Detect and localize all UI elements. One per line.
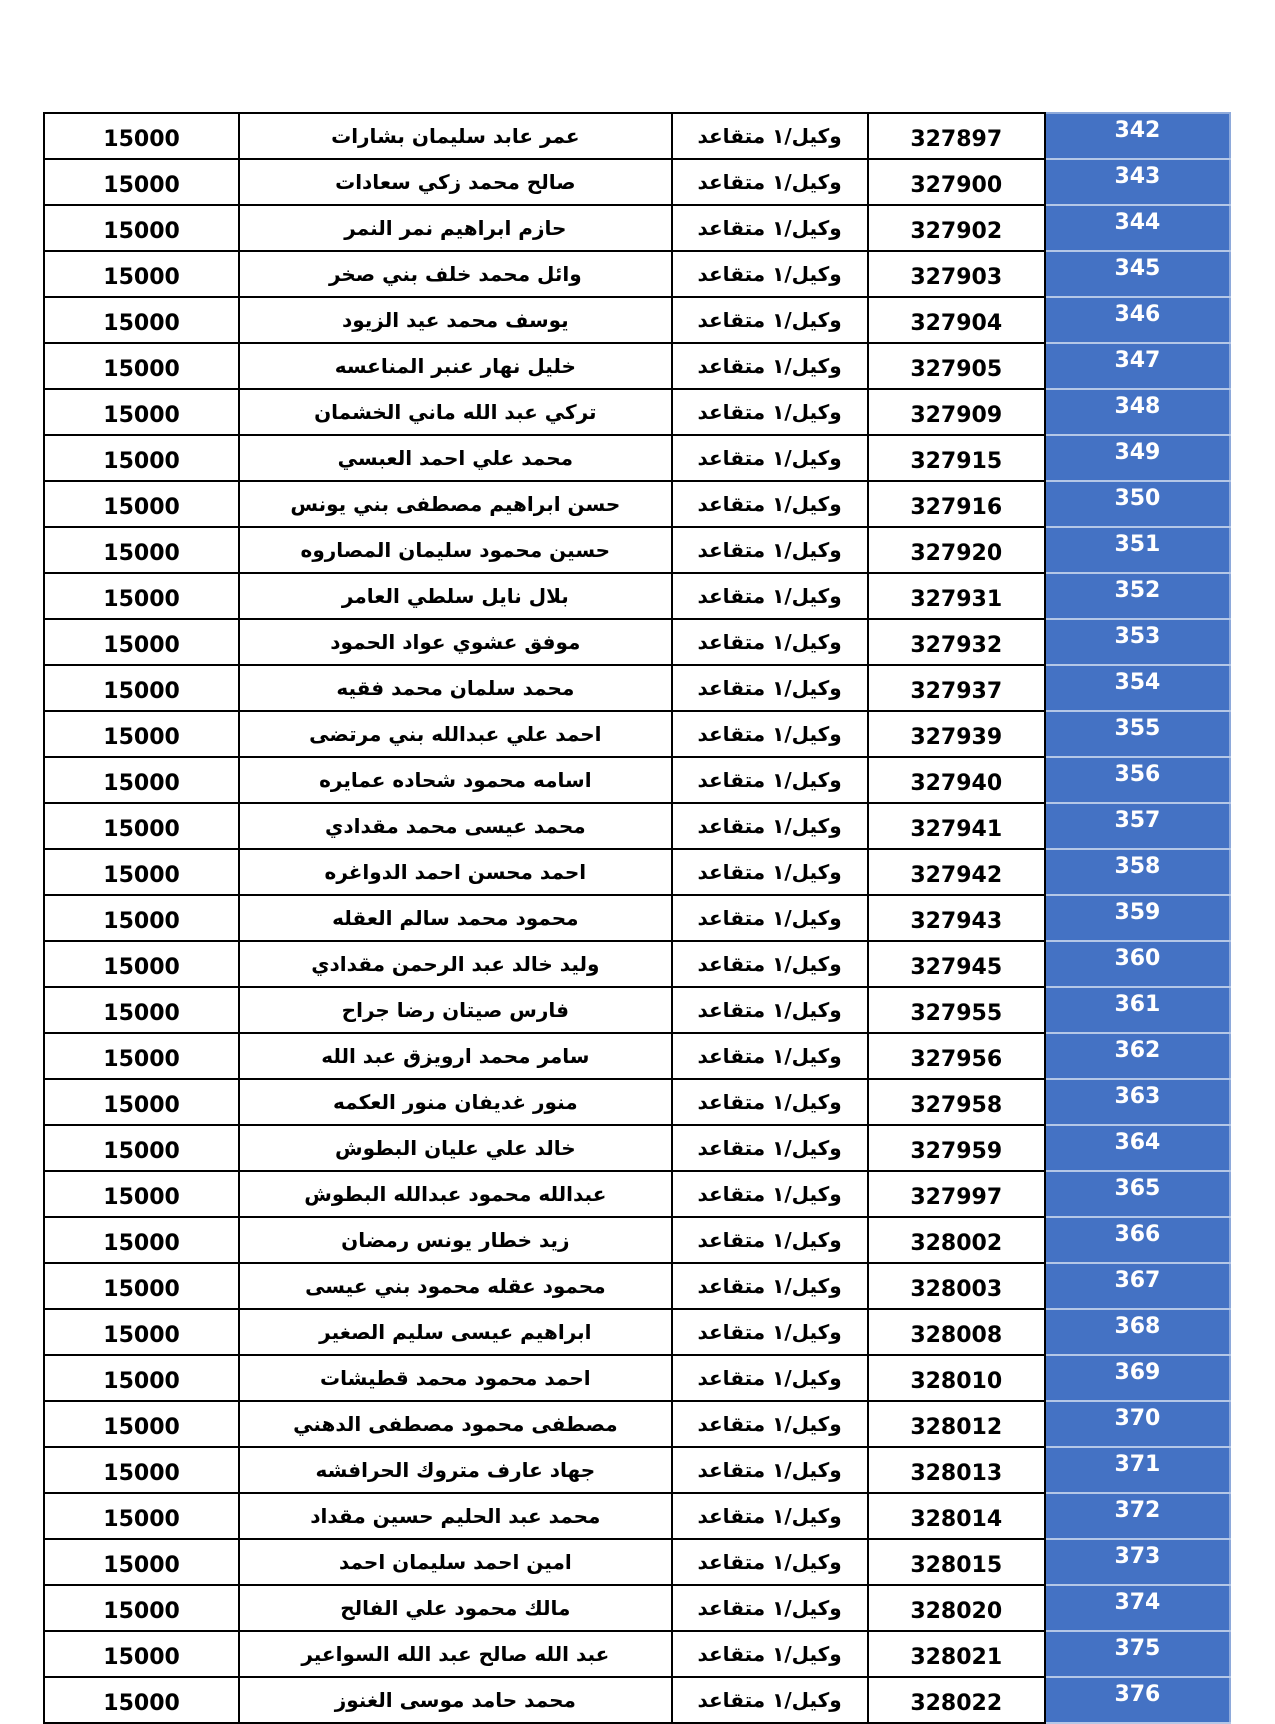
amount-cell: 15000 (44, 113, 239, 159)
id-cell: 327902 (868, 205, 1045, 251)
amount-cell: 15000 (44, 895, 239, 941)
rank-cell: وكيل/١ متقاعد (672, 113, 868, 159)
amount-cell: 15000 (44, 481, 239, 527)
sequence-cell: 351 (1045, 527, 1230, 573)
rank-cell: وكيل/١ متقاعد (672, 343, 868, 389)
sequence-cell: 352 (1045, 573, 1230, 619)
rank-cell: وكيل/١ متقاعد (672, 527, 868, 573)
table-row (44, 711, 1230, 757)
sequence-cell: 373 (1045, 1539, 1230, 1585)
name-cell: منور غديفان منور العكمه (239, 1079, 671, 1125)
amount-cell: 15000 (44, 619, 239, 665)
amount-cell: 15000 (44, 711, 239, 757)
rank-cell: وكيل/١ متقاعد (672, 1631, 868, 1677)
rank-cell: وكيل/١ متقاعد (672, 1677, 868, 1723)
sequence-cell: 358 (1045, 849, 1230, 895)
rank-cell: وكيل/١ متقاعد (672, 987, 868, 1033)
sequence-cell: 345 (1045, 251, 1230, 297)
table-body (44, 113, 1230, 1723)
amount-cell: 15000 (44, 1309, 239, 1355)
sequence-cell: 355 (1045, 711, 1230, 757)
sequence-cell: 374 (1045, 1585, 1230, 1631)
sequence-cell: 370 (1045, 1401, 1230, 1447)
name-cell: خليل نهار عنبر المناعسه (239, 343, 671, 389)
sequence-cell: 359 (1045, 895, 1230, 941)
sequence-cell: 376 (1045, 1677, 1230, 1723)
table-row (44, 527, 1230, 573)
name-cell: سامر محمد ارويزق عبد الله (239, 1033, 671, 1079)
id-cell: 327942 (868, 849, 1045, 895)
name-cell: محمود محمد سالم العقله (239, 895, 671, 941)
name-cell: عبد الله صالح عبد الله السواعير (239, 1631, 671, 1677)
table-row (44, 1033, 1230, 1079)
name-cell: امين احمد سليمان احمد (239, 1539, 671, 1585)
sequence-cell: 368 (1045, 1309, 1230, 1355)
id-cell: 327945 (868, 941, 1045, 987)
table-row (44, 251, 1230, 297)
amount-cell: 15000 (44, 849, 239, 895)
name-cell: عبدالله محمود عبدالله البطوش (239, 1171, 671, 1217)
name-cell: وليد خالد عبد الرحمن مقدادي (239, 941, 671, 987)
id-cell: 327997 (868, 1171, 1045, 1217)
table-row (44, 297, 1230, 343)
sequence-cell: 361 (1045, 987, 1230, 1033)
name-cell: ابراهيم عيسى سليم الصغير (239, 1309, 671, 1355)
name-cell: احمد محسن احمد الدواغره (239, 849, 671, 895)
table-row (44, 895, 1230, 941)
rank-cell: وكيل/١ متقاعد (672, 619, 868, 665)
amount-cell: 15000 (44, 343, 239, 389)
amount-cell: 15000 (44, 941, 239, 987)
name-cell: زيد خطار يونس رمضان (239, 1217, 671, 1263)
table-row (44, 803, 1230, 849)
id-cell: 328012 (868, 1401, 1045, 1447)
rank-cell: وكيل/١ متقاعد (672, 1585, 868, 1631)
rank-cell: وكيل/١ متقاعد (672, 941, 868, 987)
amount-cell: 15000 (44, 159, 239, 205)
name-cell: حازم ابراهيم نمر النمر (239, 205, 671, 251)
sequence-cell: 353 (1045, 619, 1230, 665)
rank-cell: وكيل/١ متقاعد (672, 895, 868, 941)
rank-cell: وكيل/١ متقاعد (672, 1539, 868, 1585)
table-row (44, 665, 1230, 711)
id-cell: 327959 (868, 1125, 1045, 1171)
sequence-cell: 356 (1045, 757, 1230, 803)
table-row (44, 1079, 1230, 1125)
id-cell: 327932 (868, 619, 1045, 665)
table-row (44, 1171, 1230, 1217)
name-cell: وائل محمد خلف بني صخر (239, 251, 671, 297)
amount-cell: 15000 (44, 1493, 239, 1539)
sequence-cell: 360 (1045, 941, 1230, 987)
amount-cell: 15000 (44, 1079, 239, 1125)
rank-cell: وكيل/١ متقاعد (672, 665, 868, 711)
table-row (44, 1631, 1230, 1677)
id-cell: 327958 (868, 1079, 1045, 1125)
table-row (44, 1263, 1230, 1309)
rank-cell: وكيل/١ متقاعد (672, 1447, 868, 1493)
rank-cell: وكيل/١ متقاعد (672, 711, 868, 757)
sequence-cell: 372 (1045, 1493, 1230, 1539)
id-cell: 327903 (868, 251, 1045, 297)
sequence-cell: 365 (1045, 1171, 1230, 1217)
sequence-cell: 366 (1045, 1217, 1230, 1263)
table-row (44, 435, 1230, 481)
sequence-cell: 364 (1045, 1125, 1230, 1171)
table-row (44, 1125, 1230, 1171)
rank-cell: وكيل/١ متقاعد (672, 1033, 868, 1079)
sequence-cell: 371 (1045, 1447, 1230, 1493)
name-cell: محمد عيسى محمد مقدادي (239, 803, 671, 849)
amount-cell: 15000 (44, 1125, 239, 1171)
table-row (44, 573, 1230, 619)
rank-cell: وكيل/١ متقاعد (672, 1263, 868, 1309)
sequence-cell: 343 (1045, 159, 1230, 205)
name-cell: محمد علي احمد العبسي (239, 435, 671, 481)
rank-cell: وكيل/١ متقاعد (672, 1079, 868, 1125)
table-row (44, 941, 1230, 987)
id-cell: 327940 (868, 757, 1045, 803)
id-cell: 328003 (868, 1263, 1045, 1309)
id-cell: 327904 (868, 297, 1045, 343)
amount-cell: 15000 (44, 1355, 239, 1401)
sequence-cell: 375 (1045, 1631, 1230, 1677)
amount-cell: 15000 (44, 1033, 239, 1079)
sequence-cell: 349 (1045, 435, 1230, 481)
amount-cell: 15000 (44, 987, 239, 1033)
table-row (44, 1539, 1230, 1585)
rank-cell: وكيل/١ متقاعد (672, 159, 868, 205)
name-cell: محمود عقله محمود بني عيسى (239, 1263, 671, 1309)
id-cell: 327941 (868, 803, 1045, 849)
id-cell: 327915 (868, 435, 1045, 481)
id-cell: 327916 (868, 481, 1045, 527)
table-row (44, 113, 1230, 159)
amount-cell: 15000 (44, 205, 239, 251)
sequence-cell: 346 (1045, 297, 1230, 343)
amount-cell: 15000 (44, 435, 239, 481)
amount-cell: 15000 (44, 573, 239, 619)
table-row (44, 849, 1230, 895)
table-row (44, 1493, 1230, 1539)
name-cell: مالك محمود علي الفالح (239, 1585, 671, 1631)
table-row (44, 1585, 1230, 1631)
id-cell: 327920 (868, 527, 1045, 573)
table-row (44, 1447, 1230, 1493)
rank-cell: وكيل/١ متقاعد (672, 573, 868, 619)
name-cell: محمد سلمان محمد فقيه (239, 665, 671, 711)
rank-cell: وكيل/١ متقاعد (672, 1171, 868, 1217)
id-cell: 327900 (868, 159, 1045, 205)
rank-cell: وكيل/١ متقاعد (672, 1493, 868, 1539)
name-cell: تركي عبد الله ماني الخشمان (239, 389, 671, 435)
id-cell: 327905 (868, 343, 1045, 389)
rank-cell: وكيل/١ متقاعد (672, 849, 868, 895)
sequence-cell: 344 (1045, 205, 1230, 251)
name-cell: خالد علي عليان البطوش (239, 1125, 671, 1171)
amount-cell: 15000 (44, 527, 239, 573)
table-row (44, 159, 1230, 205)
amount-cell: 15000 (44, 1631, 239, 1677)
id-cell: 327939 (868, 711, 1045, 757)
name-cell: فارس صيتان رضا جراح (239, 987, 671, 1033)
sequence-cell: 342 (1045, 113, 1230, 159)
rank-cell: وكيل/١ متقاعد (672, 803, 868, 849)
id-cell: 328013 (868, 1447, 1045, 1493)
name-cell: جهاد عارف متروك الحرافشه (239, 1447, 671, 1493)
id-cell: 328002 (868, 1217, 1045, 1263)
amount-cell: 15000 (44, 1217, 239, 1263)
name-cell: محمد عبد الحليم حسين مقداد (239, 1493, 671, 1539)
id-cell: 327956 (868, 1033, 1045, 1079)
amount-cell: 15000 (44, 389, 239, 435)
id-cell: 328015 (868, 1539, 1045, 1585)
table-row (44, 1401, 1230, 1447)
amount-cell: 15000 (44, 1677, 239, 1723)
rank-cell: وكيل/١ متقاعد (672, 435, 868, 481)
rank-cell: وكيل/١ متقاعد (672, 1125, 868, 1171)
name-cell: محمد حامد موسى الغنوز (239, 1677, 671, 1723)
name-cell: بلال نايل سلطي العامر (239, 573, 671, 619)
id-cell: 328010 (868, 1355, 1045, 1401)
rank-cell: وكيل/١ متقاعد (672, 251, 868, 297)
name-cell: يوسف محمد عيد الزيود (239, 297, 671, 343)
amount-cell: 15000 (44, 1401, 239, 1447)
id-cell: 327943 (868, 895, 1045, 941)
amount-cell: 15000 (44, 1585, 239, 1631)
rank-cell: وكيل/١ متقاعد (672, 1355, 868, 1401)
sequence-cell: 348 (1045, 389, 1230, 435)
name-cell: احمد علي عبدالله بني مرتضى (239, 711, 671, 757)
sequence-cell: 363 (1045, 1079, 1230, 1125)
table-row (44, 1309, 1230, 1355)
table-row (44, 481, 1230, 527)
data-table (43, 112, 1231, 1724)
table-row (44, 987, 1230, 1033)
id-cell: 327937 (868, 665, 1045, 711)
rank-cell: وكيل/١ متقاعد (672, 205, 868, 251)
amount-cell: 15000 (44, 803, 239, 849)
id-cell: 327909 (868, 389, 1045, 435)
rank-cell: وكيل/١ متقاعد (672, 1217, 868, 1263)
id-cell: 328014 (868, 1493, 1045, 1539)
amount-cell: 15000 (44, 665, 239, 711)
rank-cell: وكيل/١ متقاعد (672, 481, 868, 527)
sequence-cell: 357 (1045, 803, 1230, 849)
name-cell: حسين محمود سليمان المصاروه (239, 527, 671, 573)
table-row (44, 389, 1230, 435)
table-row (44, 205, 1230, 251)
name-cell: مصطفى محمود مصطفى الدهني (239, 1401, 671, 1447)
rank-cell: وكيل/١ متقاعد (672, 757, 868, 803)
sequence-cell: 350 (1045, 481, 1230, 527)
sequence-cell: 347 (1045, 343, 1230, 389)
amount-cell: 15000 (44, 297, 239, 343)
name-cell: اسامه محمود شحاده عمايره (239, 757, 671, 803)
table-row (44, 757, 1230, 803)
rank-cell: وكيل/١ متقاعد (672, 389, 868, 435)
rank-cell: وكيل/١ متقاعد (672, 1401, 868, 1447)
id-cell: 328021 (868, 1631, 1045, 1677)
name-cell: صالح محمد زكي سعادات (239, 159, 671, 205)
name-cell: احمد محمود محمد قطيشات (239, 1355, 671, 1401)
amount-cell: 15000 (44, 757, 239, 803)
id-cell: 327897 (868, 113, 1045, 159)
id-cell: 327931 (868, 573, 1045, 619)
amount-cell: 15000 (44, 1447, 239, 1493)
table-row (44, 343, 1230, 389)
amount-cell: 15000 (44, 1263, 239, 1309)
id-cell: 328020 (868, 1585, 1045, 1631)
name-cell: عمر عابد سليمان بشارات (239, 113, 671, 159)
id-cell: 328022 (868, 1677, 1045, 1723)
sequence-cell: 369 (1045, 1355, 1230, 1401)
table-row (44, 1217, 1230, 1263)
table-row (44, 1355, 1230, 1401)
amount-cell: 15000 (44, 251, 239, 297)
amount-cell: 15000 (44, 1171, 239, 1217)
sequence-cell: 367 (1045, 1263, 1230, 1309)
table-row (44, 619, 1230, 665)
id-cell: 328008 (868, 1309, 1045, 1355)
sequence-cell: 362 (1045, 1033, 1230, 1079)
id-cell: 327955 (868, 987, 1045, 1033)
name-cell: موفق عشوي عواد الحمود (239, 619, 671, 665)
amount-cell: 15000 (44, 1539, 239, 1585)
rank-cell: وكيل/١ متقاعد (672, 297, 868, 343)
name-cell: حسن ابراهيم مصطفى بني يونس (239, 481, 671, 527)
sequence-cell: 354 (1045, 665, 1230, 711)
table-row (44, 1677, 1230, 1723)
rank-cell: وكيل/١ متقاعد (672, 1309, 868, 1355)
